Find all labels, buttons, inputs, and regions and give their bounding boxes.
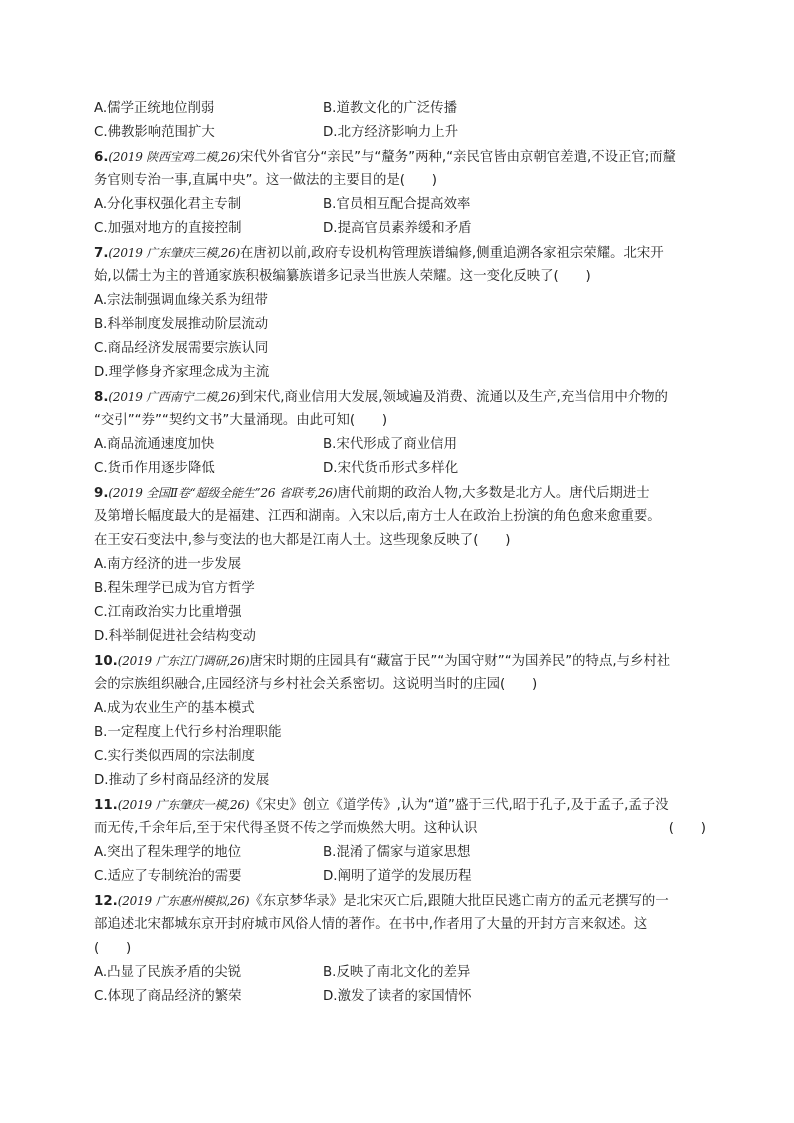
- question-number: 11: [94, 798, 113, 813]
- options-row: [94, 961, 706, 985]
- option-b: B.程朱理学已成为官方哲学: [94, 581, 255, 596]
- options-row: [94, 985, 706, 1009]
- question-7-stem: 7.(2019 广东肇庆三模,26)在唐初以前,政府专设机构管理族谱编修,侧重追溯各家祖宗荣耀。北宋开: [94, 246, 664, 261]
- option-c: C.江南政治实力比重增强: [94, 605, 242, 620]
- question-10-stem: 10.(2019 广东江门调研,26)唐宋时期的庄园具有“藏富于民”“为国守财”“为国养民”的特点,与乡村社: [94, 654, 671, 669]
- question-text: 而无传,千余年后,至于宋代得圣贤不传之学而焕然大明。这种认识: [94, 821, 478, 836]
- question-text-line: 在王安石变法中,参与变法的也大都是江南人士。这些现象反映了( ): [94, 533, 511, 548]
- option-a: A.分化事权强化君主专制: [94, 197, 242, 212]
- option-b: B.混淆了儒家与道家思想: [323, 845, 471, 860]
- question-8-stem: 8.(2019 广西南宁二模,26)到宋代,商业信用大发展,领域遍及消费、流通以及生产,充当信用中介物的: [94, 390, 668, 405]
- option-d: D.提高官员素养缓和矛盾: [323, 221, 472, 236]
- option-a: A.凸显了民族矛盾的尖锐: [94, 965, 242, 980]
- option-d: D.阐明了道学的发展历程: [323, 869, 472, 884]
- option-d: D.科举制促进社会结构变动: [94, 629, 256, 644]
- options-row: [94, 457, 706, 481]
- options-row: [94, 865, 706, 889]
- question-source: (2019 广西南宁二模,26): [108, 390, 241, 404]
- option-a: A.儒学正统地位削弱: [94, 101, 215, 116]
- option-c: C.体现了商品经济的繁荣: [94, 989, 242, 1004]
- options-row: [94, 217, 706, 241]
- options-row: [94, 433, 706, 457]
- option-b: B.一定程度上代行乡村治理职能: [94, 725, 282, 740]
- option-c: C.适应了专制统治的需要: [94, 869, 242, 884]
- options-row: [94, 193, 706, 217]
- option-d: D.推动了乡村商品经济的发展: [94, 773, 270, 788]
- question-text: 唐宋时期的庄园具有“藏富于民”“为国守财”“为国养民”的特点,与乡村社: [249, 654, 671, 669]
- question-source: (2019 全国Ⅱ卷“超级全能生”26 省联考,26): [108, 486, 338, 500]
- option-a: A.宗法制强调血缘关系为纽带: [94, 293, 268, 308]
- question-number: 10: [94, 654, 113, 669]
- option-b: B.宋代形成了商业信用: [323, 437, 457, 452]
- option-c: C.加强对地方的直接控制: [94, 221, 242, 236]
- question-source: (2019 广东肇庆一模,26): [117, 798, 250, 812]
- question-text-line: 始,以儒士为主的普通家族积极编纂族谱多记录当世族人荣耀。这一变化反映了( ): [94, 269, 591, 284]
- option-c: C.佛教影响范围扩大: [94, 125, 215, 140]
- option-c: C.实行类似西周的宗法制度: [94, 749, 255, 764]
- options-row: [94, 841, 706, 865]
- option-a: A.南方经济的进一步发展: [94, 557, 242, 572]
- option-b: B.科举制度发展推动阶层流动: [94, 317, 269, 332]
- question-number: 7: [94, 246, 104, 261]
- exam-page: [94, 97, 706, 1009]
- question-text-line: 务官则专治一事,直属中央”。这一做法的主要目的是( ): [94, 173, 438, 188]
- option-d: D.宋代货币形式多样化: [323, 461, 459, 476]
- question-9-stem: 9.(2019 全国Ⅱ卷“超级全能生”26 省联考,26)唐代前期的政治人物,大多数是北方人。唐代后期进士: [94, 486, 650, 501]
- question-text-line: 及第增长幅度最大的是福建、江西和湖南。入宋以后,南方士人在政治上扮演的角色愈来愈重要。: [94, 509, 661, 524]
- option-d: D.激发了读者的家国情怀: [323, 989, 472, 1004]
- question-number: 9: [94, 486, 104, 501]
- option-c: C.货币作用逐步降低: [94, 461, 215, 476]
- options-row: [94, 97, 706, 121]
- question-text: 唐代前期的政治人物,大多数是北方人。唐代后期进士: [337, 486, 650, 501]
- option-d: D.理学修身齐家理念成为主流: [94, 365, 270, 380]
- question-source: (2019 陕西宝鸡二模,26): [108, 150, 241, 164]
- question-text: 《东京梦华录》是北宋灭亡后,跟随大批臣民逃亡南方的孟元老撰写的一: [249, 894, 669, 909]
- option-a: A.突出了程朱理学的地位: [94, 845, 242, 860]
- option-d: D.北方经济影响力上升: [323, 125, 459, 140]
- question-number: 8: [94, 390, 104, 405]
- question-text-line: [94, 817, 706, 841]
- options-row: [94, 121, 706, 145]
- option-a: A.成为农业生产的基本模式: [94, 701, 255, 716]
- question-text: 宋代外省官分“亲民”与“釐务”两种,“亲民官皆由京朝官差遣,不设正官;而釐: [240, 150, 677, 165]
- option-b: B.官员相互配合提高效率: [323, 197, 471, 212]
- option-c: C.商品经济发展需要宗族认同: [94, 341, 269, 356]
- question-text: 《宋史》创立《道学传》,认为“道”盛于三代,昭于孔子,及于孟子,孟子没: [249, 798, 669, 813]
- option-b: B.道教文化的广泛传播: [323, 101, 457, 116]
- question-number: 6: [94, 150, 104, 165]
- question-text: 到宋代,商业信用大发展,领域遍及消费、流通以及生产,充当信用中介物的: [240, 390, 668, 405]
- question-12-stem: 12.(2019 广东惠州模拟,26)《东京梦华录》是北宋灭亡后,跟随大批臣民逃亡南方的孟元老撰写的一: [94, 894, 669, 909]
- question-text-line: “交引”“券”“契约文书”大量涌现。由此可知( ): [94, 413, 388, 428]
- question-text: 在唐初以前,政府专设机构管理族谱编修,侧重追溯各家祖宗荣耀。北宋开: [240, 246, 664, 261]
- option-a: A.商品流通速度加快: [94, 437, 215, 452]
- option-b: B.反映了南北文化的差异: [323, 965, 471, 980]
- question-6-stem: 6.(2019 陕西宝鸡二模,26)宋代外省官分“亲民”与“釐务”两种,“亲民官皆由京朝官差遣,不设正官;而釐: [94, 150, 677, 165]
- answer-blank: ( ): [94, 941, 132, 956]
- question-source: (2019 广东江门调研,26): [117, 654, 250, 668]
- question-number: 12: [94, 894, 113, 909]
- question-text-line: 会的宗族组织融合,庄园经济与乡村社会关系密切。这说明当时的庄园( ): [94, 677, 538, 692]
- question-11-stem: 11.(2019 广东肇庆一模,26)《宋史》创立《道学传》,认为“道”盛于三代,昭于孔子,及于孟子,孟子没: [94, 798, 669, 813]
- question-text-line: 部追述北宋都城东京开封府城市风俗人情的著作。在书中,作者用了大量的开封方言来叙述。这: [94, 917, 648, 932]
- answer-blank: ( ): [668, 821, 706, 836]
- question-source: (2019 广东惠州模拟,26): [117, 894, 250, 908]
- question-source: (2019 广东肇庆三模,26): [108, 246, 241, 260]
